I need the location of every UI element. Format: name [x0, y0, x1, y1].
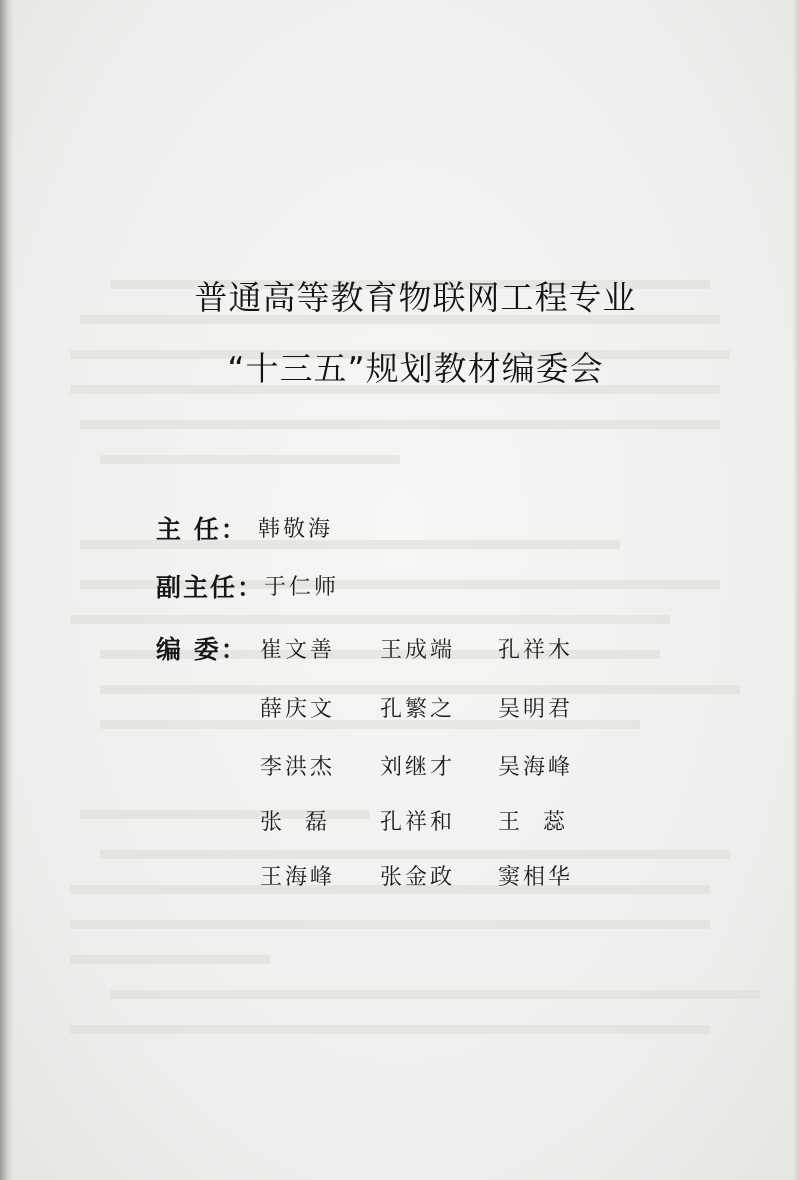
- member-name: 王 蕊: [498, 810, 568, 835]
- member-name: 王成端: [380, 638, 456, 663]
- member-name: 孔繁之: [380, 697, 456, 722]
- chair-label: 主 任：: [156, 515, 248, 544]
- vice-chair-name: 于仁师: [264, 575, 340, 600]
- member-name: 刘继才: [380, 755, 456, 780]
- member-name: 吴明君: [498, 697, 574, 722]
- member-name: 吴海峰: [498, 755, 574, 780]
- member-name: 李洪杰: [260, 755, 336, 780]
- member-name: 张金政: [380, 865, 456, 890]
- chair-name: 韩敬海: [258, 517, 334, 542]
- member-name: 张 磊: [260, 810, 330, 835]
- vice-chair-label: 副主任：: [156, 573, 265, 602]
- title-line-2: “十三五”规划教材编委会: [227, 349, 604, 388]
- member-name: 崔文善: [260, 638, 336, 663]
- member-name: 王海峰: [260, 865, 336, 890]
- page-left-edge-shadow: [0, 0, 14, 1180]
- member-name: 窦相华: [498, 865, 574, 890]
- member-name: 孔祥和: [380, 810, 456, 835]
- member-name: 孔祥木: [498, 638, 574, 663]
- member-name: 薛庆文: [260, 697, 336, 722]
- page-right-edge-shadow: [793, 0, 799, 1180]
- title-line-1: 普通高等教育物联网工程专业: [194, 278, 637, 317]
- members-label: 编 委：: [156, 635, 248, 664]
